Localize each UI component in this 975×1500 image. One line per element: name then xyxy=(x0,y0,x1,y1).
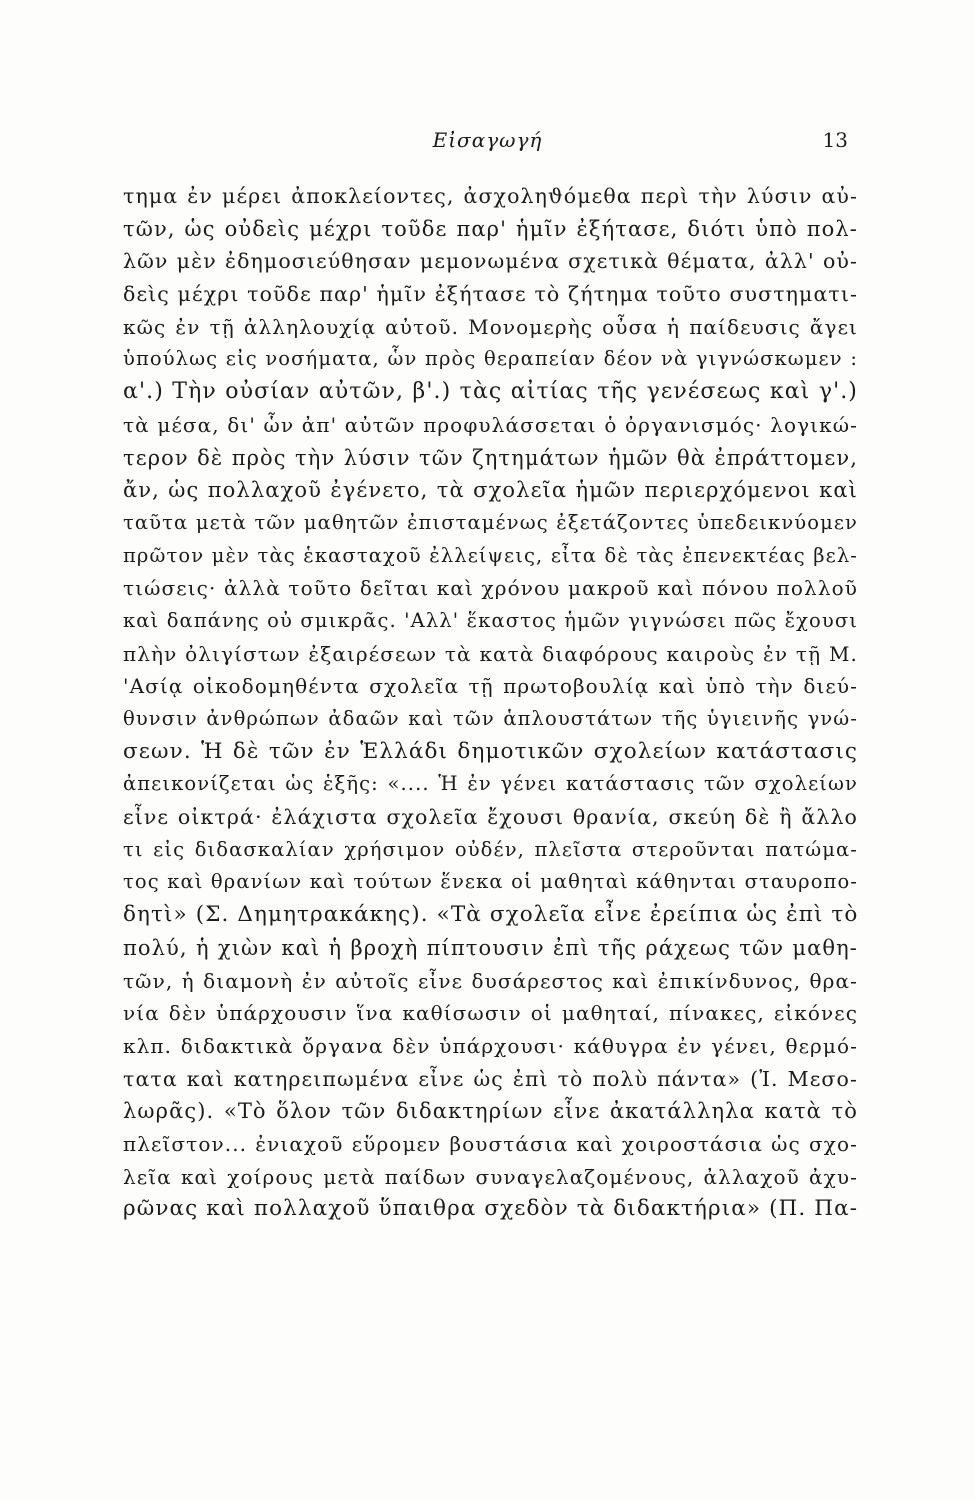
text-line: ρῶνας καὶ πολλαχοῦ ὕπαιθρα σχεδὸν τὰ διδακτήρια» (Π. Πα- xyxy=(123,1196,859,1222)
text-line: τῶν, ὡς οὐδεὶς μέχρι τοῦδε παρ' ἡμῖν ἐξήτασε, διότι ὑπὸ πολ- xyxy=(123,216,858,241)
text-line: νία δὲν ὑπάρχουσιν ἵνα καθίσωσιν οἱ μαθηταί, πίνακες, εἰκόνες xyxy=(123,1001,858,1026)
text-line: τῶν, ἡ διαμονὴ ἐν αὐτοῖς εἶνε δυσάρεστος καὶ ἐπικίνδυνος, θρα- xyxy=(123,968,858,993)
text-line: θυνσιν ἀνθρώπων ἀδαῶν καὶ τῶν ἁπλουστάτων τῆς ὑγιεινῆς γνώ- xyxy=(123,707,858,730)
text-line: λῶν μὲν ἐδημοσιεύθησαν μεμονωμένα σχετικὰ θέματα, ἀλλ' οὐ- xyxy=(123,249,858,274)
text-line: ὑπούλως εἰς νοσήματα, ὧν πρὸς θεραπείαν δέον νὰ γιγνώσκωμεν : xyxy=(123,347,858,371)
text-line: τιώσεις· ἀλλὰ τοῦτο δεῖται καὶ χρόνου μακροῦ καὶ πόνου πολλοῦ xyxy=(123,576,858,601)
text-line: πρῶτον μὲν τὰς ἑκασταχοῦ ἐλλείψεις, εἶτα δὲ τὰς ἐπενεκτέας βελ- xyxy=(123,543,858,567)
page-number: 13 xyxy=(822,128,848,152)
text-line: πλεῖστον... ἐνιαχοῦ εὕρομεν βουστάσια καὶ χοιροστάσια ὡς σχο- xyxy=(123,1131,858,1156)
text-line: α'.) Τὴν οὐσίαν αὐτῶν, β'.) τὰς αἰτίας τῆς γενέσεως καὶ γ'.) xyxy=(123,379,858,405)
text-line: πλὴν ὀλιγίστων ἐξαιρέσεων τὰ κατὰ διαφόρους καιροὺς ἐν τῇ Μ. xyxy=(123,641,858,666)
text-line: εἶνε οἰκτρά· ἐλάχιστα σχολεῖα ἔχουσι θρανία, σκεύη δὲ ἢ ἄλλο xyxy=(123,805,858,830)
text-line: σεων. Ἡ δὲ τῶν ἐν Ἑλλάδι δημοτικῶν σχολείων κατάστασις xyxy=(123,738,858,764)
text-line: ταῦτα μετὰ τῶν μαθητῶν ἐπισταμένως ἐξετάζοντες ὑπεδεικνύομεν xyxy=(123,510,858,534)
text-line: ἄν, ὡς πολλαχοῦ ἐγένετο, τὰ σχολεῖα ἡμῶν περιερχόμενοι καὶ xyxy=(123,478,858,503)
text-line: λεῖα καὶ χοίρους μετὰ παίδων συναγελαζομένους, ἀλλαχοῦ ἀχυ- xyxy=(123,1164,858,1189)
text-line: τὰ μέσα, δι' ὧν ἀπ' αὐτῶν προφυλάσσεται ὁ ὀργανισμός· λογικώ- xyxy=(123,412,858,437)
text-line: κλπ. διδακτικὰ ὄργανα δὲν ὑπάρχουσι· κάθυγρα ἐν γένει, θερμό- xyxy=(123,1033,858,1058)
text-line: 'Ασίᾳ οἰκοδομηθέντα σχολεῖα τῇ πρωτοβουλίᾳ καὶ ὑπὸ τὴν διεύ- xyxy=(123,674,858,699)
text-line: ἀπεικονίζεται ὡς ἑξῆς: «.... Ἡ ἐν γένει κατάστασις τῶν σχολείων xyxy=(123,772,858,796)
text-line: τι εἰς διδασκαλίαν χρήσιμον οὐδέν, πλεῖστα στεροῦνται πατώμα- xyxy=(123,837,858,861)
text-line: τος καὶ θρανίων καὶ τούτων ἕνεκα οἱ μαθηταὶ κάθηνται σταυροπο- xyxy=(123,870,858,894)
body-text xyxy=(123,180,858,1226)
text-line: τατα καὶ κατηρειπωμένα εἶνε ὡς ἐπὶ τὸ πολὺ πάντα» (Ἰ. Μεσο- xyxy=(123,1066,858,1091)
text-line: τερον δὲ πρὸς τὴν λύσιν τῶν ζητημάτων ἡμῶν θὰ ἐπράττομεν, xyxy=(123,445,858,470)
text-line: λωρᾶς). «Τὸ ὅλον τῶν διδακτηρίων εἶνε ἀκατάλληλα κατὰ τὸ xyxy=(123,1099,858,1124)
text-line: δητὶ» (Σ. Δημητρακάκης). «Τὰ σχολεῖα εἶνε ἐρείπια ὡς ἐπὶ τὸ xyxy=(123,902,859,928)
running-title: Εἰσαγωγή xyxy=(432,128,543,152)
text-line: κῶς ἐν τῇ ἀλληλουχίᾳ αὐτοῦ. Μονομερὴς οὖσα ἡ παίδευσις ἄγει xyxy=(123,314,858,339)
running-head xyxy=(0,128,975,158)
text-line: καὶ δαπάνης οὐ σμικρᾶς. 'Αλλ' ἕκαστος ἡμῶν γιγνώσει πῶς ἔχουσι xyxy=(123,608,858,632)
text-line: δεὶς μέχρι τοῦδε παρ' ἡμῖν ἐξήτασε τὸ ζήτημα τοῦτο συστηματι- xyxy=(123,282,858,307)
text-line: τημα ἐν μέρει ἀποκλείοντες, ἀσχοληϑόμεθα περὶ τὴν λύσιν αὐ- xyxy=(123,184,858,208)
text-line: πολύ, ἡ χιὼν καὶ ἡ βροχὴ πίπτουσιν ἐπὶ τῆς ράχεως τῶν μαθη- xyxy=(123,935,858,960)
